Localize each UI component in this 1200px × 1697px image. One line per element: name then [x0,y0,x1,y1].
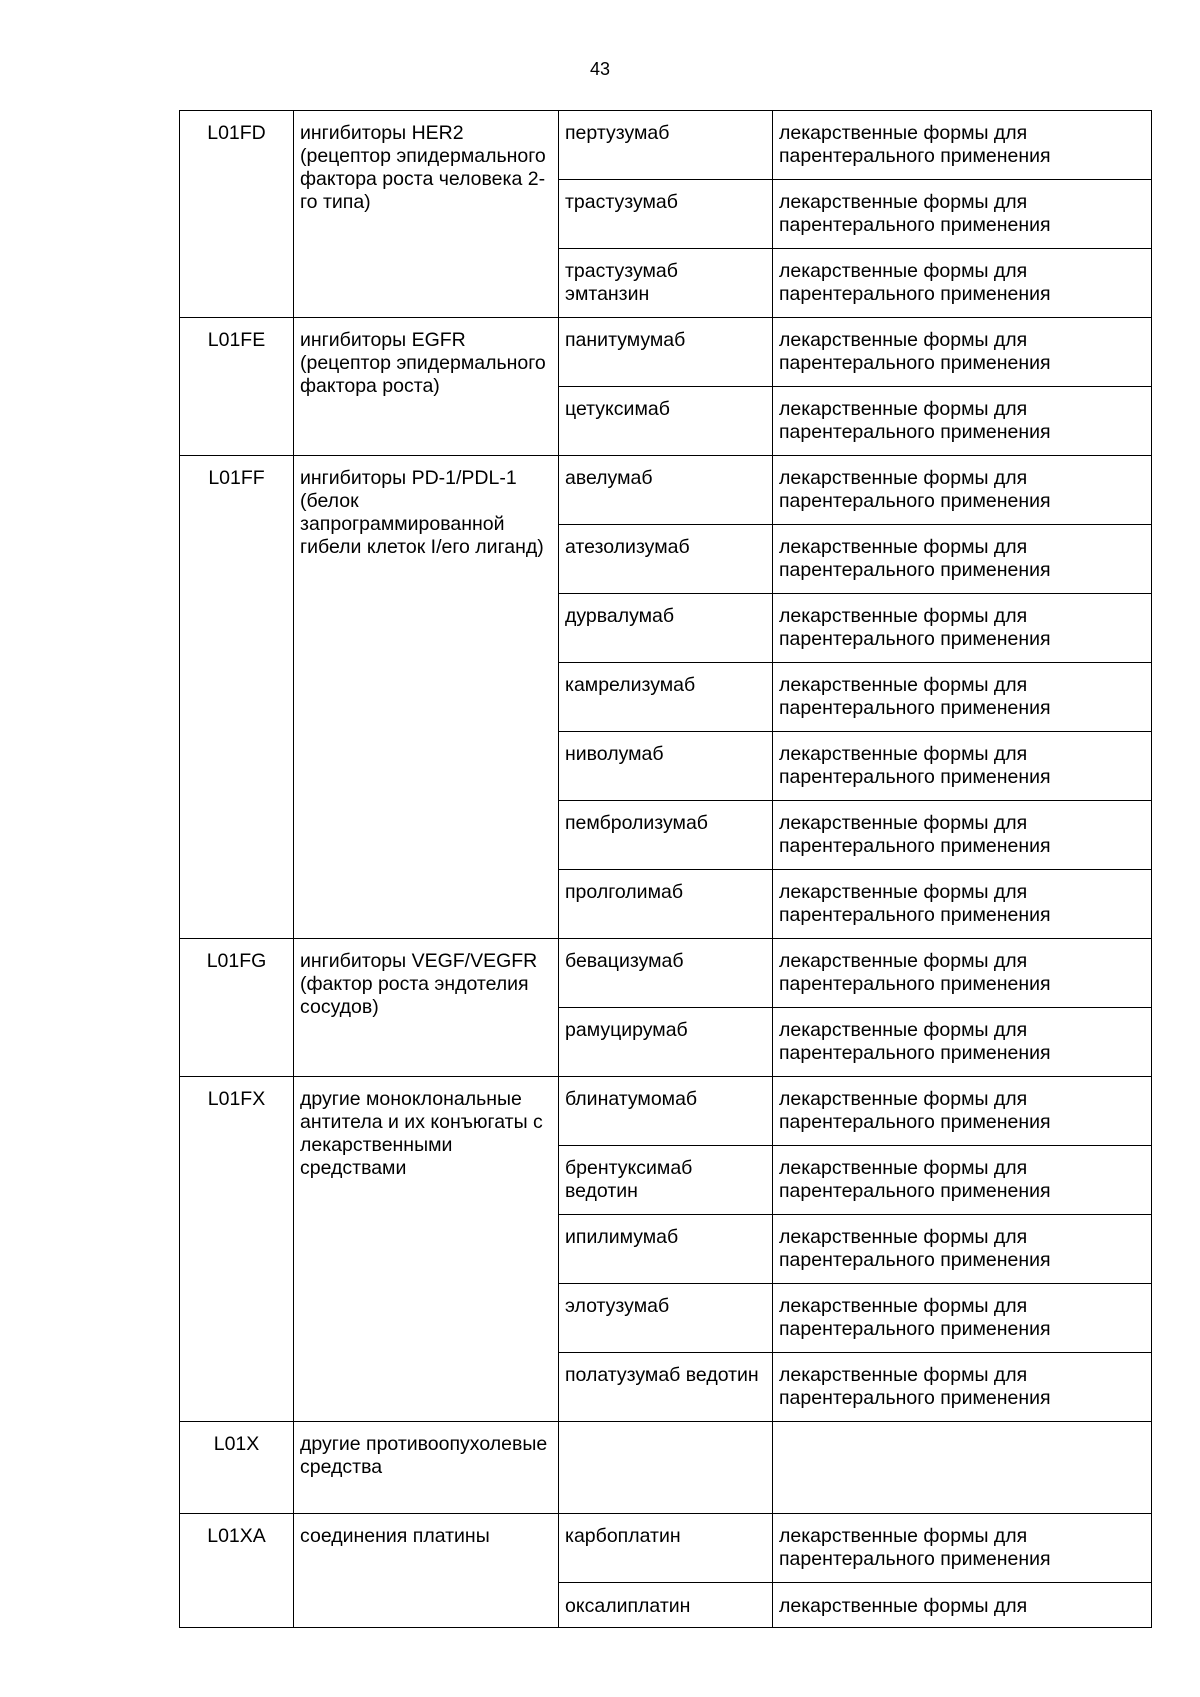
drug-name: брентуксимаб ведотин [559,1146,773,1215]
atc-code: L01FG [180,939,294,1077]
dosage-form: лекарственные формы для парентерального применения [773,249,1152,318]
drug-name: цетуксимаб [559,387,773,456]
atc-code: L01FF [180,456,294,939]
drug-name: атезолизумаб [559,525,773,594]
table-row [180,1514,1152,1583]
dosage-form: лекарственные формы для парентерального применения [773,1077,1152,1146]
dosage-form: лекарственные формы для парентерального применения [773,594,1152,663]
drug-name: рамуцирумаб [559,1008,773,1077]
drug-name: ипилимумаб [559,1215,773,1284]
dosage-form: лекарственные формы для парентерального применения [773,1514,1152,1583]
atc-group-name: другие противоопухолевые средства [294,1422,559,1514]
table-row [180,1077,1152,1146]
dosage-form: лекарственные формы для парентерального применения [773,1215,1152,1284]
dosage-form: лекарственные формы для парентерального применения [773,1008,1152,1077]
dosage-form: лекарственные формы для [773,1583,1152,1628]
dosage-form: лекарственные формы для парентерального применения [773,939,1152,1008]
drug-name: полатузумаб ведотин [559,1353,773,1422]
dosage-form: лекарственные формы для парентерального применения [773,1146,1152,1215]
dosage-form: лекарственные формы для парентерального применения [773,1284,1152,1353]
drug-name: оксалиплатин [559,1583,773,1628]
dosage-form: лекарственные формы для парентерального применения [773,111,1152,180]
atc-group-name: ингибиторы HER2 (рецептор эпидермального фактора роста человека 2-го типа) [294,111,559,318]
dosage-form: лекарственные формы для парентерального применения [773,732,1152,801]
drug-name: дурвалумаб [559,594,773,663]
page-number: 43 [589,59,611,79]
atc-code: L01FE [180,318,294,456]
dosage-form: лекарственные формы для парентерального применения [773,387,1152,456]
atc-code: L01FX [180,1077,294,1422]
dosage-form: лекарственные формы для парентерального применения [773,1353,1152,1422]
drug-name: блинатумомаб [559,1077,773,1146]
dosage-form: лекарственные формы для парентерального применения [773,318,1152,387]
atc-group-name: ингибиторы EGFR (рецептор эпидермального фактора роста) [294,318,559,456]
atc-code: L01X [180,1422,294,1514]
drug-name: панитумумаб [559,318,773,387]
table-row [180,111,1152,180]
drug-name: карбоплатин [559,1514,773,1583]
table-row [180,1422,1152,1514]
atc-code: L01FD [180,111,294,318]
drug-name: бевацизумаб [559,939,773,1008]
drug-name: трастузумаб эмтанзин [559,249,773,318]
atc-code: L01XA [180,1514,294,1628]
drug-name: элотузумаб [559,1284,773,1353]
atc-group-name: ингибиторы VEGF/VEGFR (фактор роста эндотелия сосудов) [294,939,559,1077]
drug-name: ниволумаб [559,732,773,801]
dosage-form: лекарственные формы для парентерального применения [773,663,1152,732]
drug-name [559,1422,773,1514]
drug-name: пролголимаб [559,870,773,939]
drug-name: пембролизумаб [559,801,773,870]
drug-name: трастузумаб [559,180,773,249]
table-row [180,318,1152,387]
table-row [180,939,1152,1008]
dosage-form: лекарственные формы для парентерального применения [773,801,1152,870]
dosage-form: лекарственные формы для парентерального применения [773,870,1152,939]
dosage-form: лекарственные формы для парентерального применения [773,180,1152,249]
atc-group-name: соединения платины [294,1514,559,1628]
drug-name: пертузумаб [559,111,773,180]
drug-table [179,110,1152,1628]
dosage-form: лекарственные формы для парентерального применения [773,456,1152,525]
dosage-form: лекарственные формы для парентерального применения [773,525,1152,594]
atc-group-name: ингибиторы PD-1/PDL-1 (белок запрограммированной гибели клеток I/его лиганд) [294,456,559,939]
table-row [180,456,1152,525]
atc-group-name: другие моноклональные антитела и их конъюгаты с лекарственными средствами [294,1077,559,1422]
drug-name: камрелизумаб [559,663,773,732]
dosage-form [773,1422,1152,1514]
drug-name: авелумаб [559,456,773,525]
